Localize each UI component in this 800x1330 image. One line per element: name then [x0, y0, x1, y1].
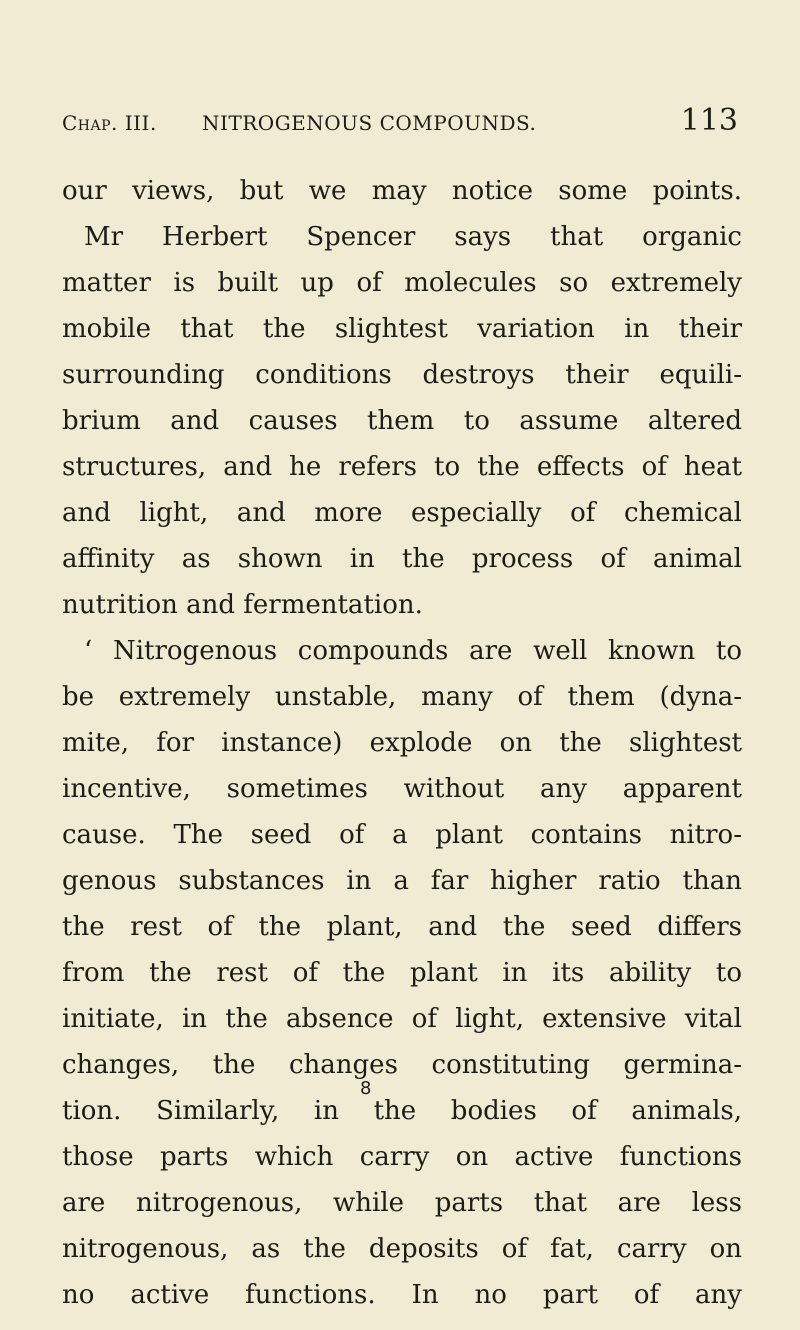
text-line: Mr Herbert Spencer says that organic	[84, 222, 742, 252]
text-line: brium and causes them to assume altered	[62, 406, 742, 436]
text-line: are nitrogenous, while parts that are less	[62, 1188, 742, 1218]
text-line: matter is built up of molecules so extremely	[62, 268, 742, 298]
text-line: from the rest of the plant in its ability to	[62, 958, 742, 988]
text-line: the rest of the plant, and the seed differs	[62, 912, 742, 942]
text-line: cause. The seed of a plant contains nitro-	[62, 820, 742, 850]
text-line: mobile that the slightest variation in their	[62, 314, 742, 344]
text-line: our views, but we may notice some points.	[62, 176, 742, 206]
text-line: structures, and he refers to the effects of heat	[62, 452, 742, 482]
body-text	[62, 168, 742, 1318]
text-line: surrounding conditions destroys their equili-	[62, 360, 742, 390]
chapter-label: Chap. III.	[62, 111, 157, 135]
text-line: and light, and more especially of chemical	[62, 498, 742, 528]
text-line: nutrition and fermentation.	[62, 590, 423, 620]
text-line: changes, the changes constituting germina-	[62, 1050, 742, 1080]
text-line: mite, for instance) explode on the slightest	[62, 728, 742, 758]
text-line: affinity as shown in the process of animal	[62, 544, 742, 574]
page-number: 113	[680, 103, 738, 138]
text-line: those parts which carry on active functions	[62, 1142, 742, 1172]
signature-mark: 8	[360, 1078, 372, 1099]
text-line: no active functions. In no part of any	[62, 1280, 742, 1310]
running-head	[62, 103, 742, 143]
text-line: ‘ Nitrogenous compounds are well known to	[84, 636, 742, 666]
chapter-title: NITROGENOUS COMPOUNDS.	[202, 111, 537, 135]
text-line: be extremely unstable, many of them (dyna-	[62, 682, 742, 712]
text-line: tion. Similarly, in the bodies of animals,	[62, 1096, 742, 1126]
text-line: nitrogenous, as the deposits of fat, carry on	[62, 1234, 742, 1264]
text-line: initiate, in the absence of light, extensive vital	[62, 1004, 742, 1034]
text-line: genous substances in a far higher ratio than	[62, 866, 742, 896]
text-line: incentive, sometimes without any apparent	[62, 774, 742, 804]
